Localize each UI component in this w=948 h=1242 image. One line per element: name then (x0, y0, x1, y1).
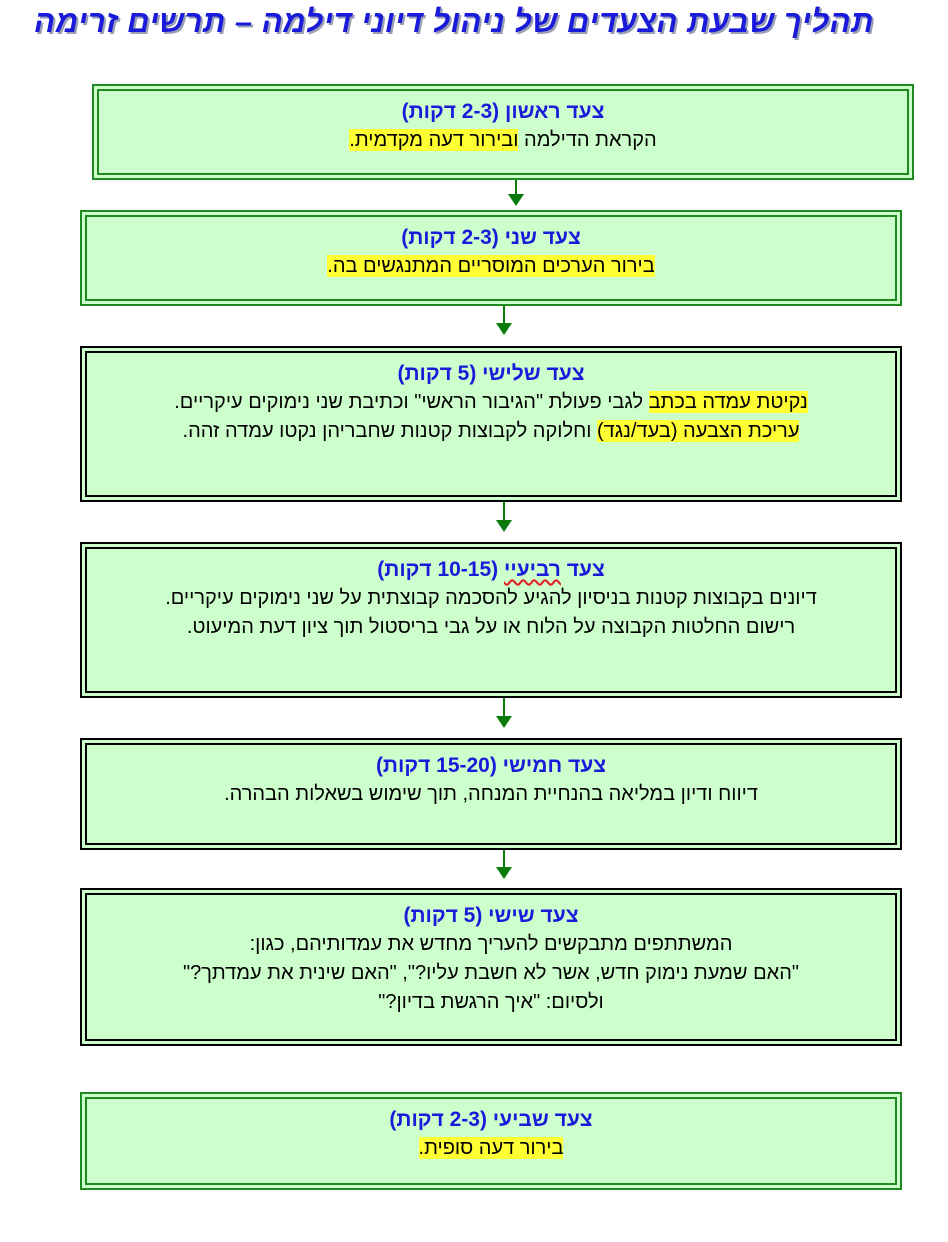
step-6-line-2: "האם שמעת נימוק חדש, אשר לא חשבת עליו?", "האם שינית את עמדתך?" (183, 962, 799, 984)
step-1-line-1: הקראת הדילמה ובירור דעה מקדמית. (349, 129, 657, 151)
arrow-5-6 (503, 850, 505, 877)
step-6-line-1: המשתתפים מתבקשים להעריך מחדש את עמדותיהם, כגון: (249, 933, 733, 955)
step-3-heading: צעד שלישי (5 דקות) (397, 362, 585, 385)
step-7-line-1 (82, 1134, 900, 1163)
step-1-box (92, 84, 914, 180)
arrow-4-5 (503, 698, 505, 726)
step-3-box (80, 346, 902, 502)
arrow-3-4 (503, 502, 505, 530)
step-7-heading: צעד שביעי (2-3 דקות) (389, 1108, 593, 1131)
step-5-box (80, 738, 902, 850)
step-7-box (80, 1092, 902, 1190)
step-1-heading: צעד ראשון (2-3 דקות) (401, 100, 605, 123)
step-6-box (80, 888, 902, 1046)
step-3-line-1: נקיטת עמדה בכתב לגבי פעולת "הגיבור הראשי" וכתיבת שני נימוקים עיקריים. (174, 391, 808, 413)
arrow-2-3 (503, 306, 505, 333)
step-1-highlight: ובירור דעה מקדמית. (349, 129, 519, 151)
page-title (0, 4, 948, 40)
step-2-heading: צעד שני (2-3 דקות) (401, 226, 581, 249)
step-3-line-2: עריכת הצבעה (בעד/נגד) וחלוקה לקבוצות קטנות שחבריהן נקטו עמדה זהה. (182, 420, 800, 442)
arrow-1-2 (515, 180, 517, 204)
step-4-line-1: דיונים בקבוצות קטנות בניסיון להגיע להסכמה קבוצתית על שני נימוקים עיקריים. (165, 587, 817, 609)
step-7-highlight: בירור דעה סופית. (418, 1137, 564, 1159)
step-4-box (80, 542, 902, 698)
step-3-highlight-1: נקיטת עמדה בכתב (648, 391, 808, 413)
step-5-line-1: דיווח ודיון במליאה בהנחיית המנחה, תוך שימוש בשאלות הבהרה. (224, 783, 758, 805)
step-5-heading: צעד חמישי (15-20 דקות) (375, 754, 607, 777)
step-3-highlight-2: עריכת הצבעה (בעד/נגד) (596, 420, 800, 442)
step-2-line-1 (82, 252, 900, 281)
step-4-line-2: רישום החלטות הקבוצה על הלוח או על גבי בריסטול תוך ציון דעת המיעוט. (186, 616, 796, 638)
step-6-heading: צעד שישי (5 דקות) (403, 904, 579, 927)
step-2-box (80, 210, 902, 306)
page-title-text: תהליך שבעת הצעדים של ניהול דיוני דילמה – תרשים זרימה (34, 4, 874, 39)
step-6-line-3: ולסיום: "איך הרגשת בדיון?" (378, 991, 604, 1013)
step-2-highlight: בירור הערכים המוסריים המתנגשים בה. (327, 255, 655, 277)
step-4-heading: צעד רביעיי (10-15 דקות) (377, 558, 605, 581)
